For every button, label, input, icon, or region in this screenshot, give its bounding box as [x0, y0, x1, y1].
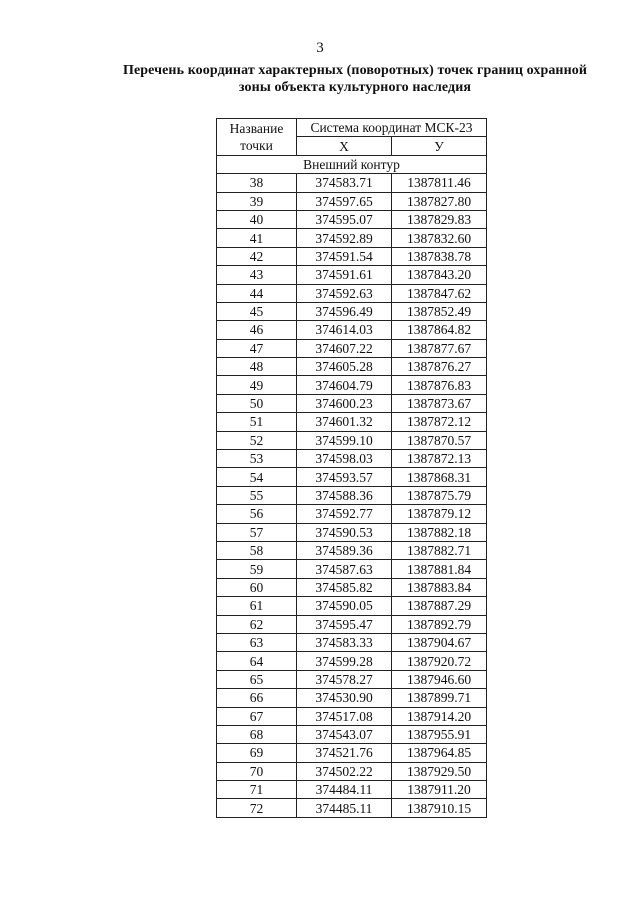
- table-row: [217, 302, 487, 320]
- point-name-cell: 71: [217, 781, 297, 799]
- point-name-cell: 42: [217, 247, 297, 265]
- section-row: [217, 155, 487, 173]
- y-coordinate-cell: 1387946.60: [392, 670, 487, 688]
- x-coordinate-cell: 374591.61: [297, 266, 392, 284]
- point-name-cell: 49: [217, 376, 297, 394]
- y-coordinate-cell: 1387881.84: [392, 560, 487, 578]
- point-name-cell: 57: [217, 523, 297, 541]
- x-coordinate-cell: 374589.36: [297, 541, 392, 559]
- x-coordinate-cell: 374595.07: [297, 210, 392, 228]
- table-row: [217, 229, 487, 247]
- table-row: [217, 339, 487, 357]
- table-row: [217, 781, 487, 799]
- x-coordinate-cell: 374590.53: [297, 523, 392, 541]
- x-coordinate-cell: 374600.23: [297, 394, 392, 412]
- table-row: [217, 670, 487, 688]
- y-coordinate-cell: 1387879.12: [392, 505, 487, 523]
- point-name-cell: 43: [217, 266, 297, 284]
- point-name-cell: 62: [217, 615, 297, 633]
- point-name-cell: 59: [217, 560, 297, 578]
- point-name-cell: 63: [217, 633, 297, 651]
- y-coordinate-cell: 1387892.79: [392, 615, 487, 633]
- point-name-cell: 44: [217, 284, 297, 302]
- table-row: [217, 358, 487, 376]
- x-coordinate-cell: 374605.28: [297, 358, 392, 376]
- y-coordinate-cell: 1387887.29: [392, 597, 487, 615]
- y-coordinate-cell: 1387868.31: [392, 468, 487, 486]
- table-row: [217, 799, 487, 817]
- table-row: [217, 615, 487, 633]
- y-coordinate-cell: 1387876.83: [392, 376, 487, 394]
- header-coordinate-system: Система координат МСК-23: [297, 119, 487, 137]
- y-coordinate-cell: 1387870.57: [392, 431, 487, 449]
- table-row: [217, 413, 487, 431]
- y-coordinate-cell: 1387827.80: [392, 192, 487, 210]
- x-coordinate-cell: 374485.11: [297, 799, 392, 817]
- y-coordinate-cell: 1387911.20: [392, 781, 487, 799]
- x-coordinate-cell: 374592.89: [297, 229, 392, 247]
- point-name-cell: 47: [217, 339, 297, 357]
- y-coordinate-cell: 1387852.49: [392, 302, 487, 320]
- x-coordinate-cell: 374614.03: [297, 321, 392, 339]
- table-row: [217, 652, 487, 670]
- x-coordinate-cell: 374591.54: [297, 247, 392, 265]
- y-coordinate-cell: 1387920.72: [392, 652, 487, 670]
- header-point-name-line-2: точки: [240, 137, 273, 153]
- y-coordinate-cell: 1387904.67: [392, 633, 487, 651]
- x-coordinate-cell: 374578.27: [297, 670, 392, 688]
- point-name-cell: 38: [217, 174, 297, 192]
- table-row: [217, 247, 487, 265]
- x-coordinate-cell: 374587.63: [297, 560, 392, 578]
- point-name-cell: 58: [217, 541, 297, 559]
- point-name-cell: 39: [217, 192, 297, 210]
- table-row: [217, 450, 487, 468]
- point-name-cell: 66: [217, 689, 297, 707]
- table-row: [217, 523, 487, 541]
- x-coordinate-cell: 374607.22: [297, 339, 392, 357]
- table-row: [217, 321, 487, 339]
- point-name-cell: 60: [217, 578, 297, 596]
- x-coordinate-cell: 374592.63: [297, 284, 392, 302]
- point-name-cell: 55: [217, 486, 297, 504]
- x-coordinate-cell: 374596.49: [297, 302, 392, 320]
- x-coordinate-cell: 374502.22: [297, 762, 392, 780]
- point-name-cell: 68: [217, 725, 297, 743]
- y-coordinate-cell: 1387864.82: [392, 321, 487, 339]
- y-coordinate-cell: 1387847.62: [392, 284, 487, 302]
- y-coordinate-cell: 1387872.13: [392, 450, 487, 468]
- y-coordinate-cell: 1387883.84: [392, 578, 487, 596]
- header-point-name-line-1: Название: [229, 120, 284, 136]
- point-name-cell: 72: [217, 799, 297, 817]
- point-name-cell: 70: [217, 762, 297, 780]
- point-name-cell: 64: [217, 652, 297, 670]
- x-coordinate-cell: 374543.07: [297, 725, 392, 743]
- header-row-1: [217, 119, 487, 137]
- table-header: [217, 119, 487, 156]
- title-line-1: Перечень координат характерных (поворотных) точек границ охранной: [122, 63, 588, 78]
- table-row: [217, 284, 487, 302]
- table-row: [217, 486, 487, 504]
- y-coordinate-cell: 1387910.15: [392, 799, 487, 817]
- y-coordinate-cell: 1387914.20: [392, 707, 487, 725]
- table-row: [217, 394, 487, 412]
- x-coordinate-cell: 374517.08: [297, 707, 392, 725]
- section-label: Внешний контур: [217, 155, 487, 173]
- x-coordinate-cell: 374592.77: [297, 505, 392, 523]
- y-coordinate-cell: 1387929.50: [392, 762, 487, 780]
- table-row: [217, 541, 487, 559]
- x-coordinate-cell: 374599.28: [297, 652, 392, 670]
- point-name-cell: 40: [217, 210, 297, 228]
- x-coordinate-cell: 374590.05: [297, 597, 392, 615]
- point-name-cell: 50: [217, 394, 297, 412]
- point-name-cell: 61: [217, 597, 297, 615]
- point-name-cell: 54: [217, 468, 297, 486]
- header-point-name: [217, 119, 297, 156]
- y-coordinate-cell: 1387875.79: [392, 486, 487, 504]
- x-coordinate-cell: 374521.76: [297, 744, 392, 762]
- x-coordinate-cell: 374585.82: [297, 578, 392, 596]
- title-line-2: зоны объекта культурного наследия: [238, 80, 472, 95]
- y-coordinate-cell: 1387872.12: [392, 413, 487, 431]
- table-row: [217, 725, 487, 743]
- table-row: [217, 468, 487, 486]
- x-coordinate-cell: 374599.10: [297, 431, 392, 449]
- x-coordinate-cell: 374484.11: [297, 781, 392, 799]
- table-row: [217, 744, 487, 762]
- table-row: [217, 597, 487, 615]
- x-coordinate-cell: 374604.79: [297, 376, 392, 394]
- point-name-cell: 51: [217, 413, 297, 431]
- y-coordinate-cell: 1387843.20: [392, 266, 487, 284]
- table-row: [217, 707, 487, 725]
- y-coordinate-cell: 1387955.91: [392, 725, 487, 743]
- table-row: [217, 266, 487, 284]
- point-name-cell: 69: [217, 744, 297, 762]
- coordinates-table: [216, 118, 487, 818]
- x-coordinate-cell: 374598.03: [297, 450, 392, 468]
- y-coordinate-cell: 1387964.85: [392, 744, 487, 762]
- x-coordinate-cell: 374597.65: [297, 192, 392, 210]
- x-coordinate-cell: 374583.71: [297, 174, 392, 192]
- page-number: 3: [316, 40, 324, 56]
- header-x: X: [297, 137, 392, 155]
- point-name-cell: 45: [217, 302, 297, 320]
- table-body: [217, 155, 487, 817]
- table-row: [217, 376, 487, 394]
- table-row: [217, 192, 487, 210]
- table-row: [217, 431, 487, 449]
- x-coordinate-cell: 374583.33: [297, 633, 392, 651]
- table-row: [217, 560, 487, 578]
- point-name-cell: 53: [217, 450, 297, 468]
- point-name-cell: 65: [217, 670, 297, 688]
- table-row: [217, 689, 487, 707]
- y-coordinate-cell: 1387811.46: [392, 174, 487, 192]
- x-coordinate-cell: 374595.47: [297, 615, 392, 633]
- table-row: [217, 210, 487, 228]
- x-coordinate-cell: 374593.57: [297, 468, 392, 486]
- point-name-cell: 41: [217, 229, 297, 247]
- point-name-cell: 52: [217, 431, 297, 449]
- y-coordinate-cell: 1387899.71: [392, 689, 487, 707]
- y-coordinate-cell: 1387832.60: [392, 229, 487, 247]
- y-coordinate-cell: 1387882.18: [392, 523, 487, 541]
- table-row: [217, 578, 487, 596]
- x-coordinate-cell: 374588.36: [297, 486, 392, 504]
- point-name-cell: 67: [217, 707, 297, 725]
- table-row: [217, 174, 487, 192]
- y-coordinate-cell: 1387873.67: [392, 394, 487, 412]
- x-coordinate-cell: 374530.90: [297, 689, 392, 707]
- table-row: [217, 762, 487, 780]
- table-row: [217, 505, 487, 523]
- y-coordinate-cell: 1387882.71: [392, 541, 487, 559]
- header-y: У: [392, 137, 487, 155]
- table-row: [217, 633, 487, 651]
- y-coordinate-cell: 1387838.78: [392, 247, 487, 265]
- y-coordinate-cell: 1387829.83: [392, 210, 487, 228]
- point-name-cell: 46: [217, 321, 297, 339]
- y-coordinate-cell: 1387876.27: [392, 358, 487, 376]
- document-title: [95, 62, 615, 96]
- point-name-cell: 48: [217, 358, 297, 376]
- x-coordinate-cell: 374601.32: [297, 413, 392, 431]
- point-name-cell: 56: [217, 505, 297, 523]
- y-coordinate-cell: 1387877.67: [392, 339, 487, 357]
